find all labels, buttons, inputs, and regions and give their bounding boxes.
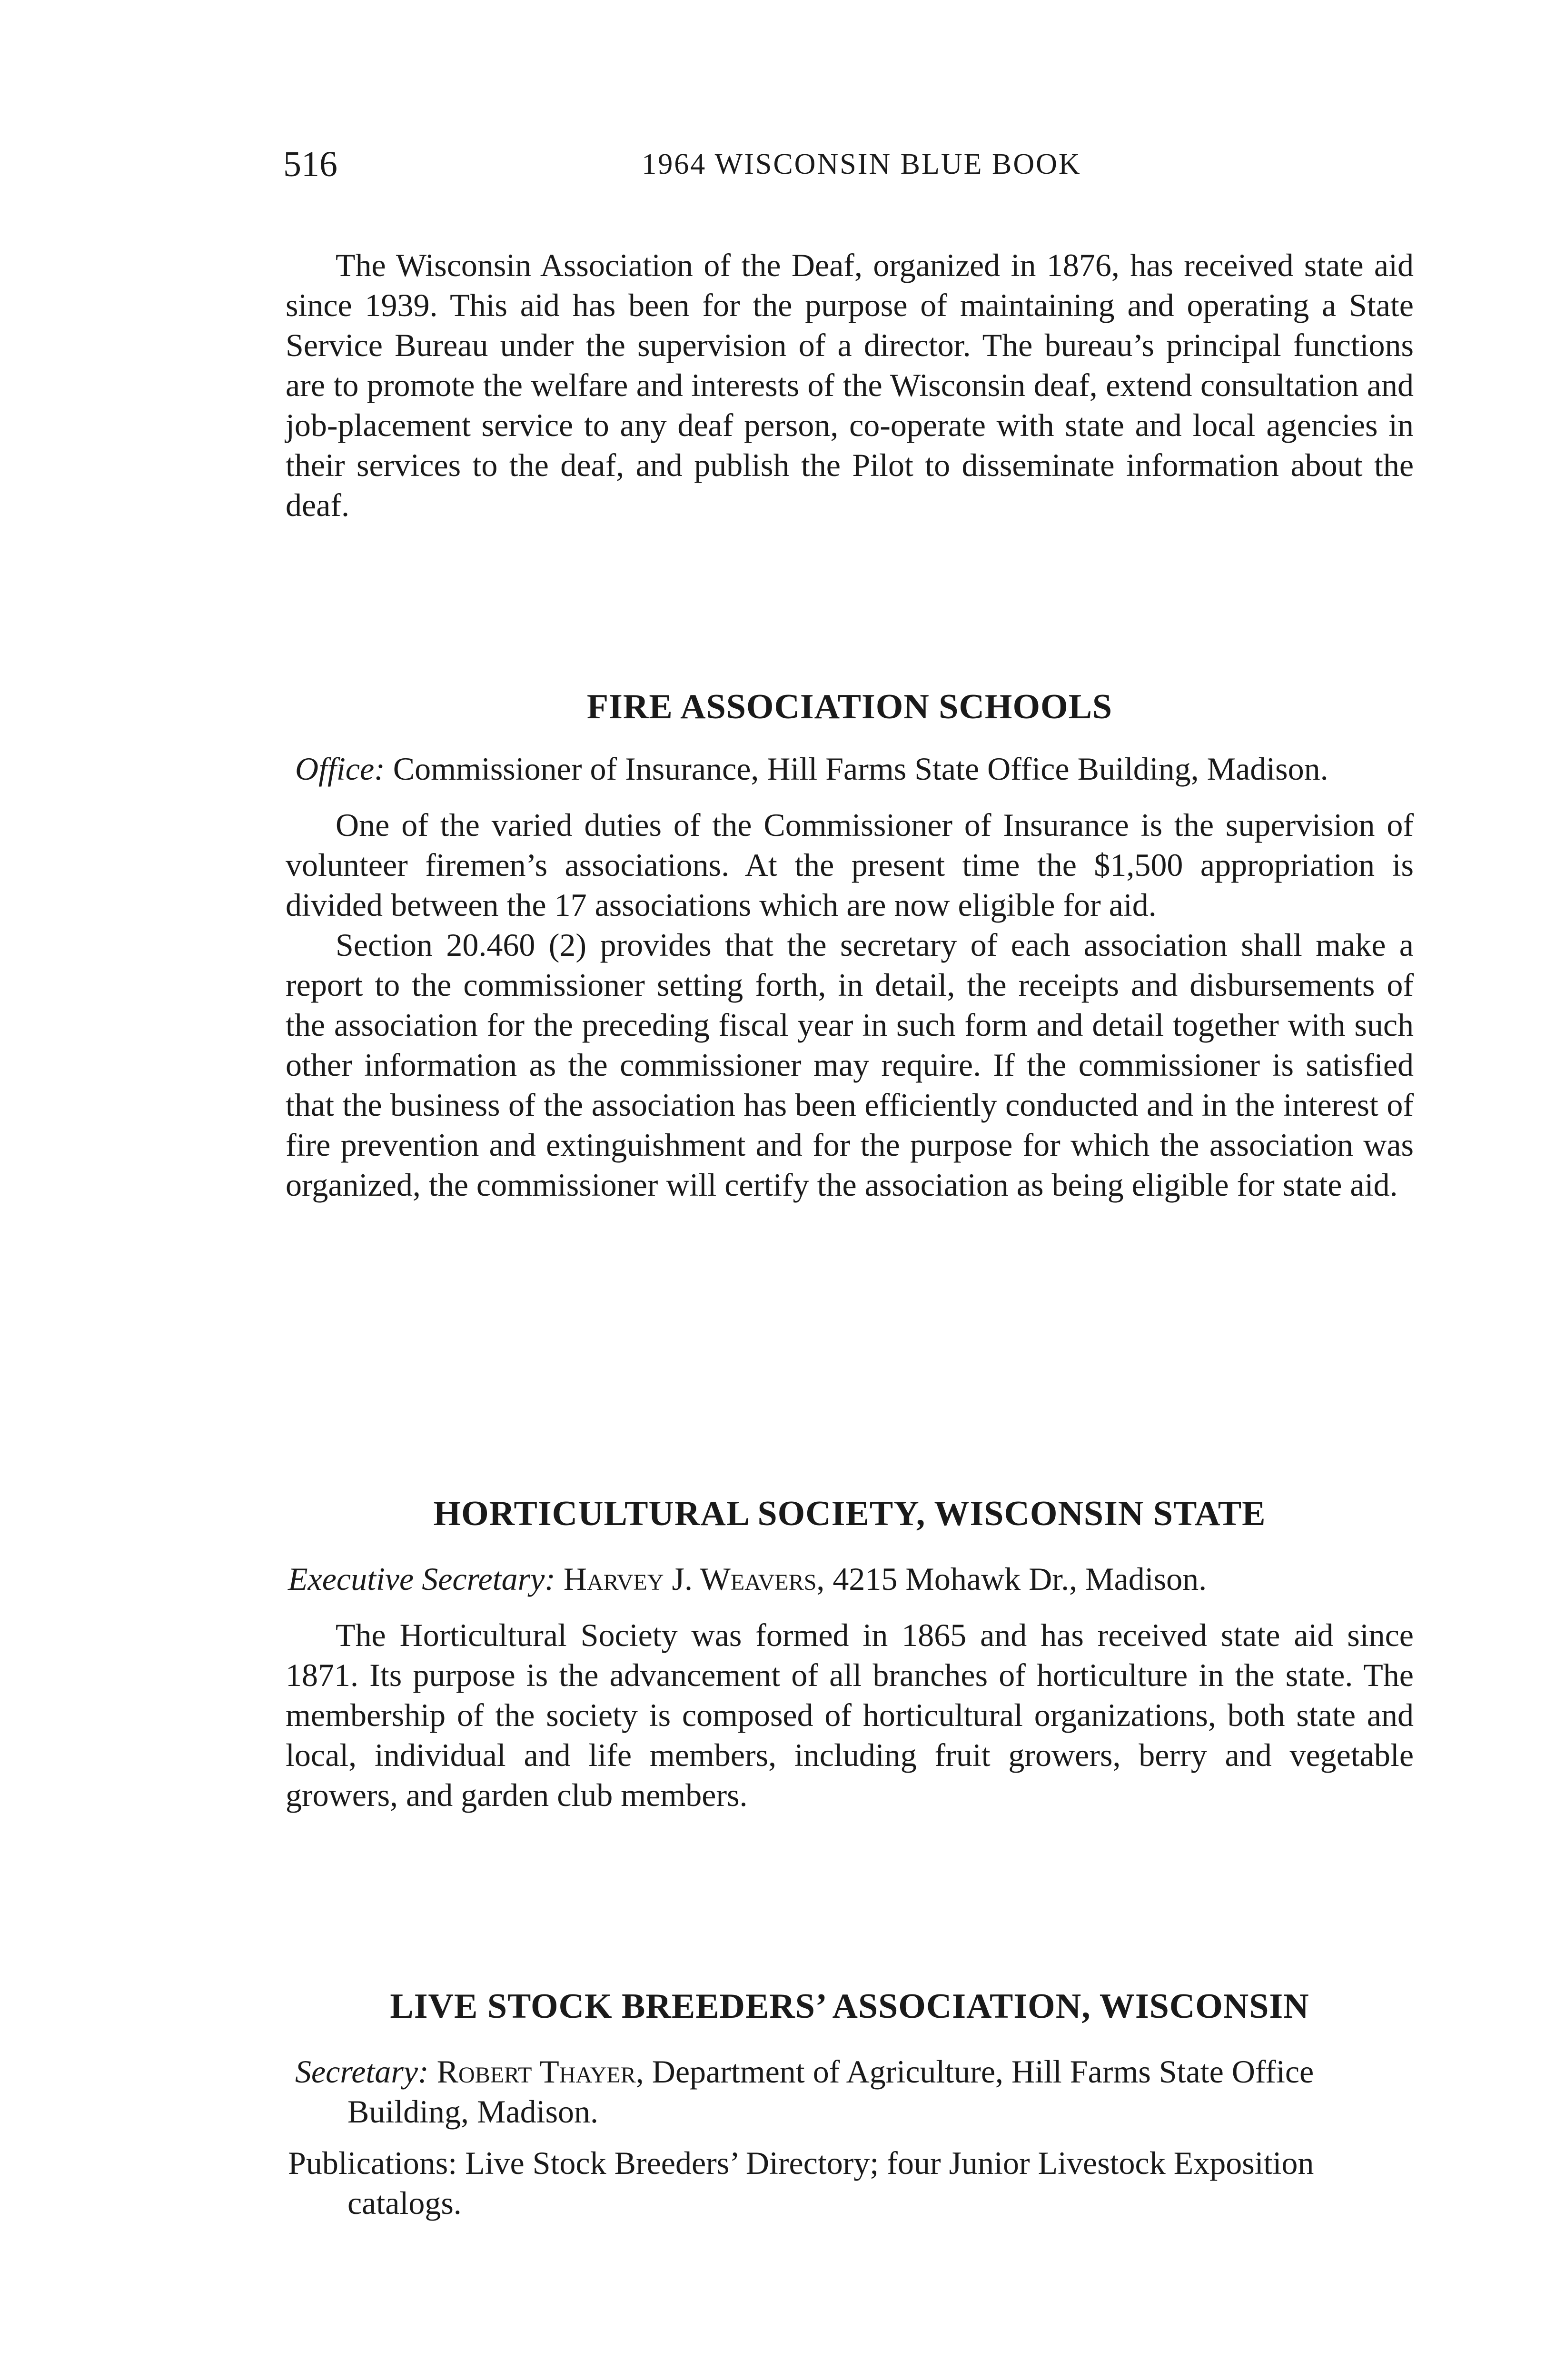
livestock-secretary-line (286, 2052, 1414, 2132)
horticultural-heading: HORTICULTURAL SOCIETY, WISCONSIN STATE (433, 1494, 1266, 1533)
fire-schools-office-line (286, 749, 1414, 789)
horticultural-paragraph: The Horticultural Society was formed in 1865 and has received state aid since 1871. Its purpose is the advancement of all branches of horticulture in the state. The membership of the society is composed of horticultural organizations, both state and local, individual and life members, including fruit growers, berry and vegetable growers, and garden club members. (286, 1617, 1414, 1813)
secretary-label: Secretary: (295, 2053, 429, 2090)
horticultural-secretary-line (286, 1559, 1414, 1599)
secretary-name: Robert Thayer (436, 2053, 636, 2090)
fire-schools-paragraph-2: Section 20.460 (2) provides that the secretary of each association shall make a report to the commissioner setting forth, in detail, the receipts and disbursements of the association for the preceding fiscal year in such form and detail together with such other information as the commissioner may require. If the commissioner is satisfied that the business of the association has been efficiently conducted and in the interest of fire prevention and extinguishment and for the purpose for which the association was organized, the commissioner will certify the association as being eligible for state aid. (286, 927, 1414, 1203)
page-number: 516 (283, 144, 337, 184)
livestock-section (286, 2052, 1414, 2223)
livestock-publications-line (286, 2143, 1414, 2223)
livestock-heading: LIVE STOCK BREEDERS’ ASSOCIATION, WISCONSIN (390, 1987, 1309, 2026)
executive-secretary-label: Executive Secretary: (288, 1561, 555, 1597)
spacer (286, 1599, 1414, 1615)
publications-label: Publications: (288, 2145, 457, 2181)
fire-schools-paragraph-1: One of the varied duties of the Commissioner of Insurance is the supervision of volunteer firemen’s associations. At the present time the $1,500 appropriation is divided between the 17 associations which are now eligible for aid. (286, 807, 1414, 923)
office-value: Commissioner of Insurance, Hill Farms State Office Building, Madison. (393, 751, 1328, 787)
executive-secretary-name: Harvey J. Weavers (563, 1561, 817, 1597)
deaf-association-section (286, 245, 1414, 525)
running-title: 1964 WISCONSIN BLUE BOOK (642, 148, 1081, 180)
office-label: Office: (295, 751, 385, 787)
fire-schools-heading: FIRE ASSOCIATION SCHOOLS (586, 687, 1113, 726)
spacer (286, 789, 1414, 805)
executive-secretary-address: , 4215 Mohawk Dr., Madison. (816, 1561, 1207, 1597)
running-header (283, 138, 1440, 190)
secretary-address: , Department of Agriculture, Hill Farms State Office Building, Madison. (347, 2053, 1314, 2130)
publications-value: Live Stock Breeders’ Directory; four Junior Livestock Exposition catalogs. (347, 2145, 1314, 2221)
horticultural-section (286, 1559, 1414, 1815)
deaf-association-paragraph: The Wisconsin Association of the Deaf, organized in 1876, has received state aid since 1939. This aid has been for the purpose of maintaining and operating a State Service Bureau under the supervision of a director. The bureau’s principal functions are to promote the welfare and interests of the Wisconsin deaf, extend consultation and job-placement service to any deaf person, co-operate with state and local agencies in their services to the deaf, and publish the Pilot to disseminate information about the deaf. (286, 247, 1414, 523)
fire-schools-section (286, 749, 1414, 1205)
spacer (286, 2132, 1414, 2143)
